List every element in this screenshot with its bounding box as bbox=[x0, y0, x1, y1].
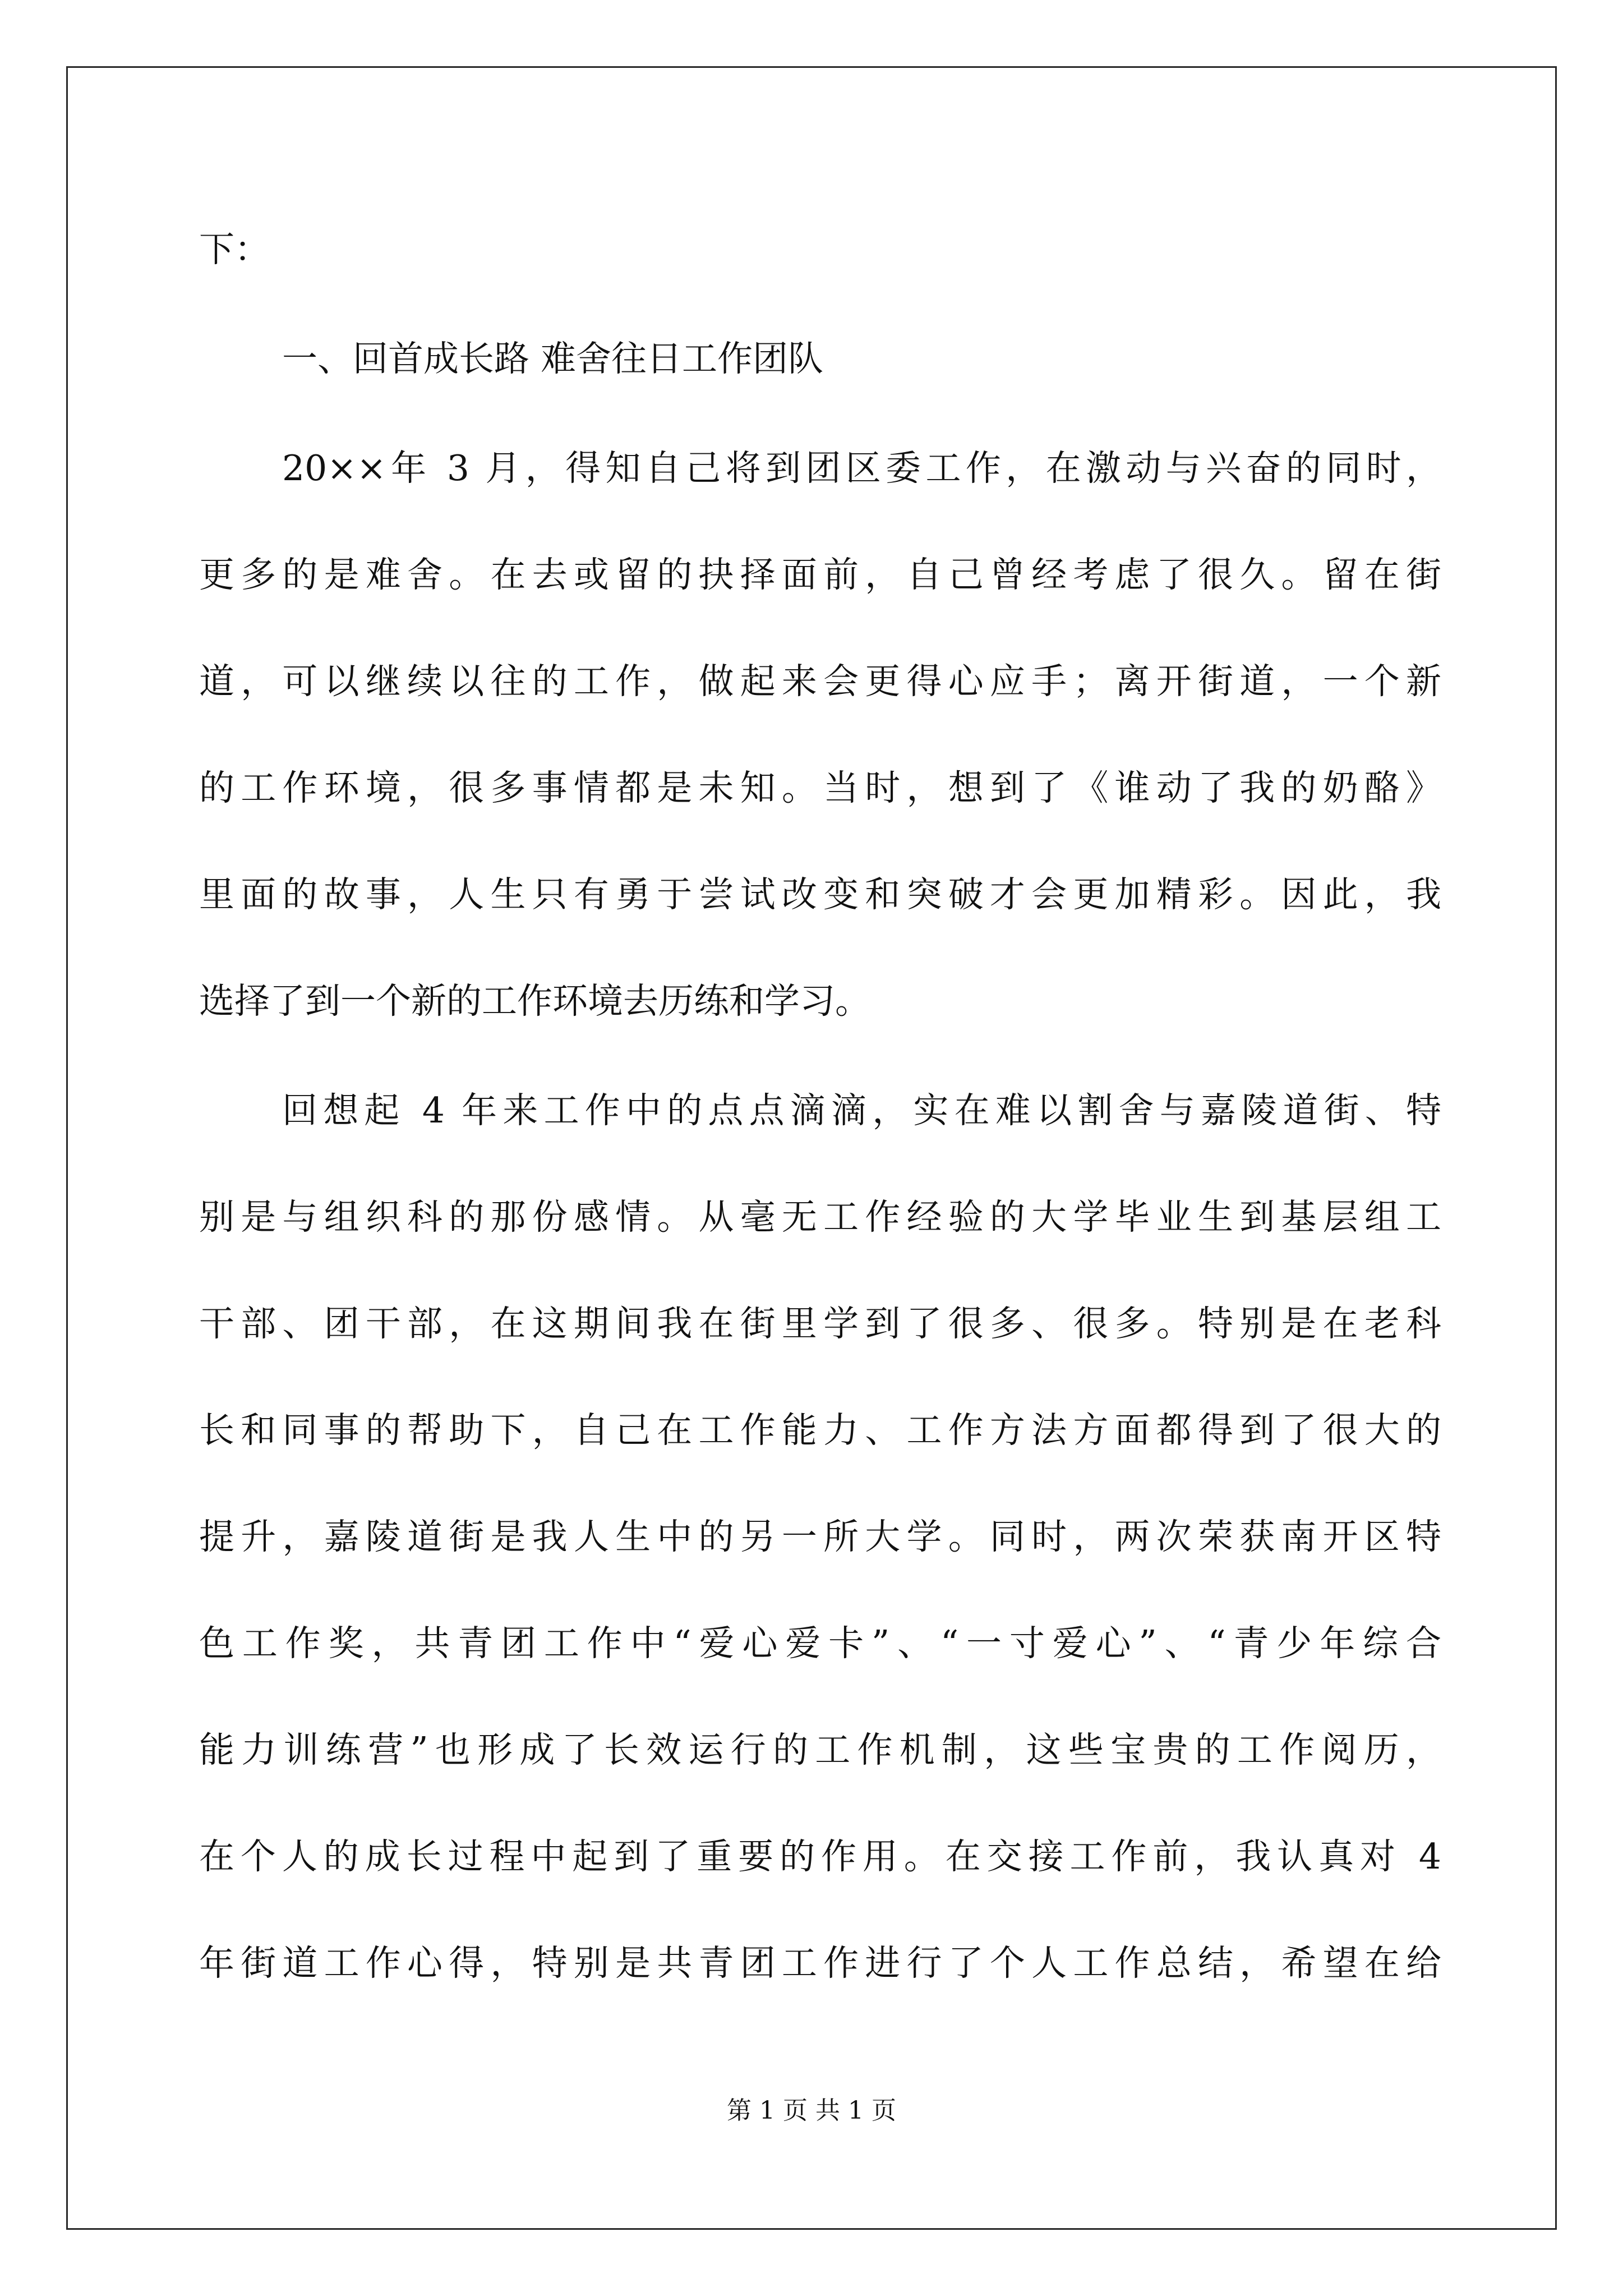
page-footer: 第 1 页 共 1 页 bbox=[727, 2096, 896, 2125]
paragraph-line: 的工作环境，很多事情都是未知。当时，想到了《谁动了我的奶酪》 bbox=[199, 767, 1441, 808]
paragraph-line: 色工作奖，共青团工作中“爱心爱卡”、“一寸爱心”、“青少年综合 bbox=[199, 1623, 1441, 1664]
paragraph-line: 别是与组织科的那份感情。从毫无工作经验的大学毕业生到基层组工 bbox=[199, 1197, 1441, 1237]
paragraph-line: 能力训练营”也形成了长效运行的工作机制，这些宝贵的工作阅历， bbox=[199, 1729, 1441, 1770]
section-heading: 一、回首成长路 难舍往日工作团队 bbox=[282, 338, 824, 379]
paragraph-line: 里面的故事，人生只有勇于尝试改变和突破才会更加精彩。因此，我 bbox=[199, 874, 1441, 915]
paragraph-line: 20××年 3 月，得知自己将到团区委工作，在激动与兴奋的同时， bbox=[282, 448, 1441, 489]
paragraph-line: 道，可以继续以往的工作，做起来会更得心应手；离开街道，一个新 bbox=[199, 661, 1441, 702]
page-border bbox=[66, 66, 1557, 2230]
paragraph-line: 下： bbox=[199, 229, 270, 270]
paragraph-line: 更多的是难舍。在去或留的抉择面前，自己曾经考虑了很久。留在街 bbox=[199, 554, 1441, 595]
paragraph-line: 回想起 4 年来工作中的点点滴滴，实在难以割舍与嘉陵道街、特 bbox=[282, 1090, 1441, 1131]
paragraph-line: 选择了到一个新的工作环境去历练和学习。 bbox=[199, 981, 870, 1022]
paragraph-line: 年街道工作心得，特别是共青团工作进行了个人工作总结，希望在给 bbox=[199, 1943, 1441, 1984]
paragraph-line: 在个人的成长过程中起到了重要的作用。在交接工作前，我认真对 4 bbox=[199, 1836, 1441, 1877]
paragraph-line: 提升，嘉陵道街是我人生中的另一所大学。同时，两次荣获南开区特 bbox=[199, 1516, 1441, 1557]
paragraph-line: 干部、团干部，在这期间我在街里学到了很多、很多。特别是在老科 bbox=[199, 1303, 1441, 1344]
paragraph-line: 长和同事的帮助下，自己在工作能力、工作方法方面都得到了很大的 bbox=[199, 1410, 1441, 1451]
